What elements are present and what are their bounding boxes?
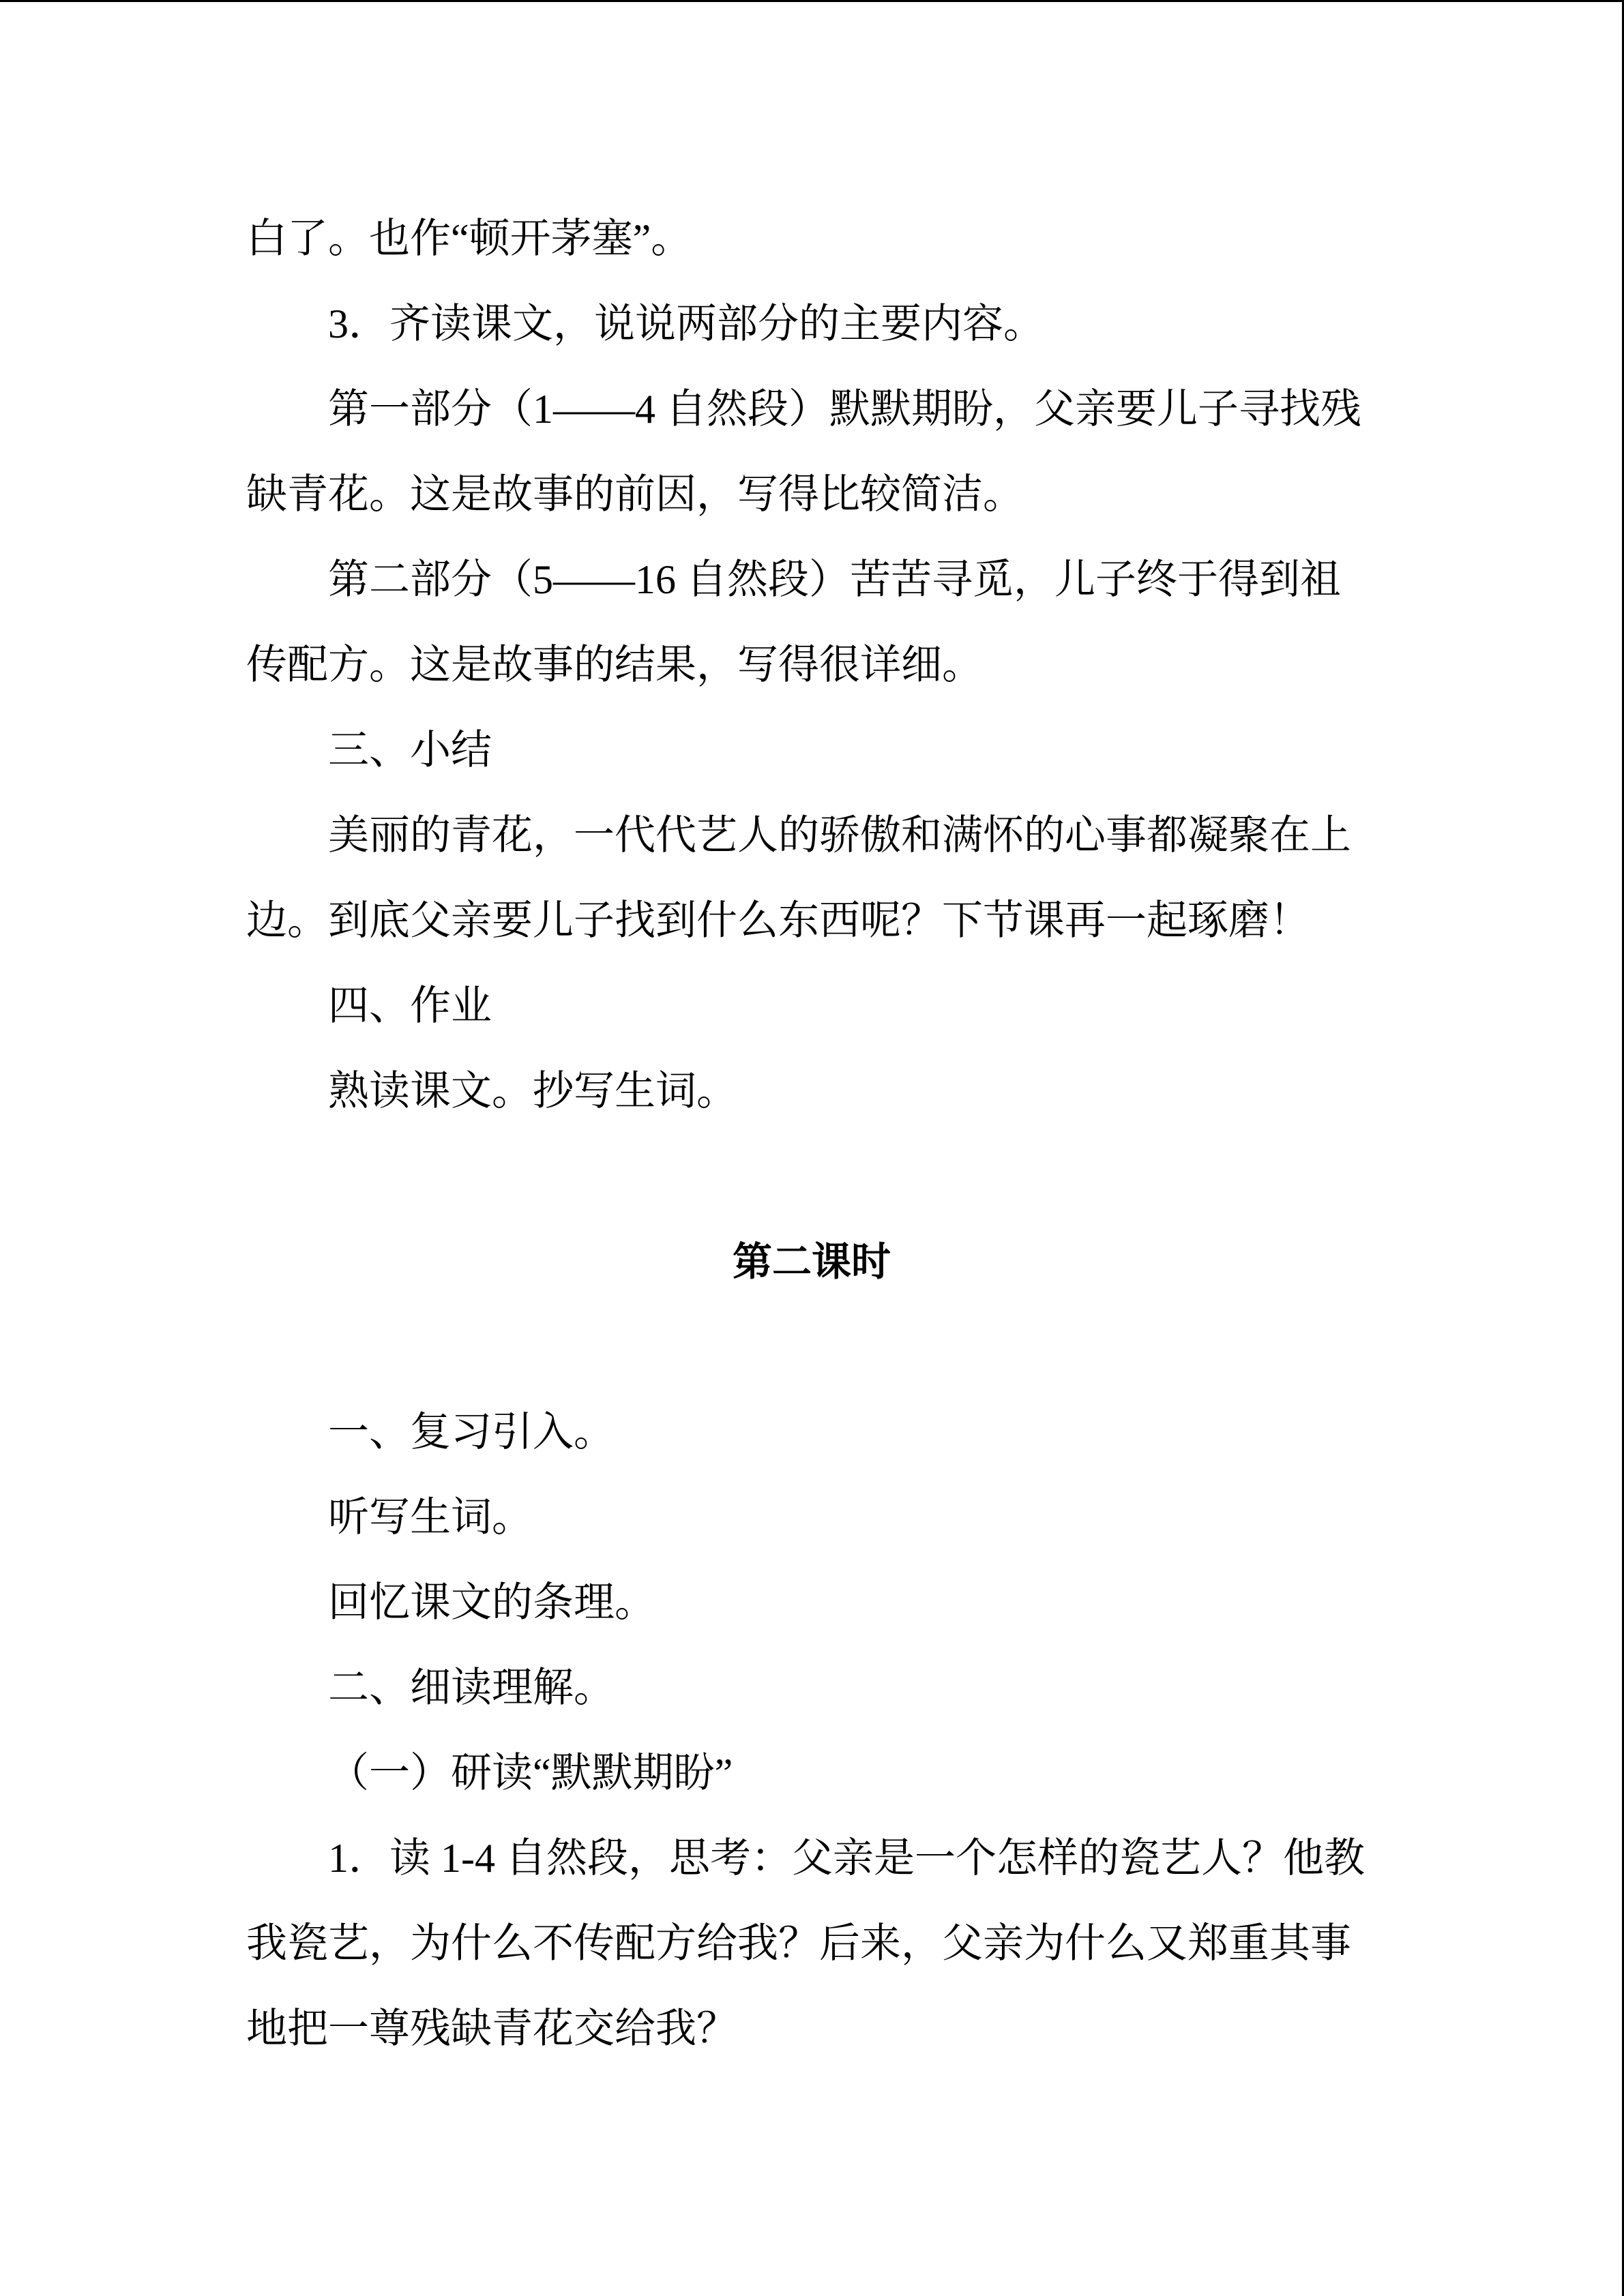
text-line: 白了。也作“顿开茅塞”。	[246, 216, 692, 261]
document-body	[246, 196, 1377, 2072]
text-line: 地把一尊残缺青花交给我？	[246, 2006, 737, 2051]
text-line: 二、细读理解。	[328, 1665, 615, 1710]
text-line: 边。到底父亲要儿子找到什么东西呢？下节课再一起琢磨！	[246, 898, 1310, 943]
text-line: 回忆课文的条理。	[328, 1580, 655, 1625]
text-line: 我瓷艺，为什么不传配方给我？后来，父亲为什么又郑重其事	[246, 1921, 1351, 1966]
text-line: 3．齐读课文，说说两部分的主要内容。	[328, 301, 1044, 346]
text-line: 一、复习引入。	[328, 1410, 615, 1455]
continued-text	[246, 196, 1377, 282]
text-line: 缺青花。这是故事的前因，写得比较简洁。	[246, 472, 1024, 517]
blank-line	[246, 1304, 1377, 1390]
text-line: 听写生词。	[328, 1495, 533, 1540]
homework-text	[246, 1049, 1377, 1134]
review-step-recall	[246, 1560, 1377, 1645]
subsection-heading	[246, 1731, 1377, 1816]
blank-line	[246, 1134, 1377, 1219]
section-heading-review	[246, 1390, 1377, 1475]
section-heading-homework	[246, 964, 1377, 1049]
review-step-dictation	[246, 1475, 1377, 1560]
part-two-summary	[246, 537, 1377, 708]
text-line: 四、作业	[328, 983, 492, 1028]
text-line: 美丽的青花，一代代艺人的骄傲和满怀的心事都凝聚在上	[328, 813, 1351, 858]
text-line: （一）研读“默默期盼”	[328, 1750, 733, 1795]
section-heading-summary	[246, 708, 1377, 793]
section-heading-close-reading	[246, 1645, 1377, 1731]
lesson-heading: 第二课时	[732, 1240, 891, 1284]
text-line: 熟读课文。抄写生词。	[328, 1069, 737, 1114]
text-line: 三、小结	[328, 728, 492, 773]
part-one-summary	[246, 367, 1377, 537]
text-line: 第一部分（1——4 自然段）默默期盼，父亲要儿子寻找残	[328, 387, 1361, 432]
text-line: 传配方。这是故事的结果，写得很详细。	[246, 642, 983, 687]
text-line: 1．读 1-4 自然段，思考：父亲是一个怎样的瓷艺人？他教	[328, 1836, 1365, 1881]
step-3-instruction	[246, 282, 1377, 367]
text-line: 第二部分（5——16 自然段）苦苦寻觅，儿子终于得到祖	[328, 557, 1341, 602]
summary-paragraph	[246, 793, 1377, 964]
question-1	[246, 1816, 1377, 2072]
